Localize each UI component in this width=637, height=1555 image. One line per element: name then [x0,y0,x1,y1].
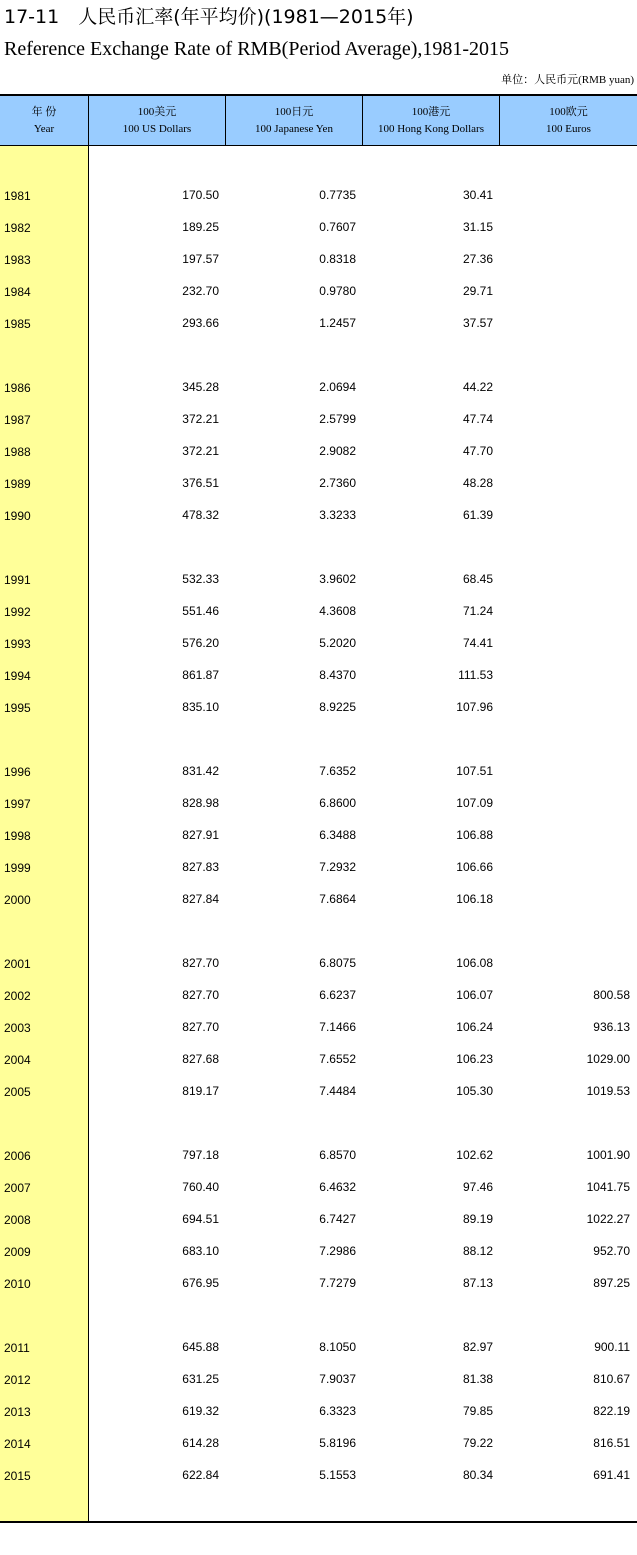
cell-usd: 827.70 [182,1020,219,1034]
cell-jpy: 2.5799 [319,412,356,426]
cell-eur: 952.70 [593,1244,630,1258]
cell-hkd: 106.66 [456,860,493,874]
cell-year: 1992 [4,605,31,619]
cell-usd: 170.50 [182,188,219,202]
table-row [0,275,637,307]
cell-jpy: 7.2986 [319,1244,356,1258]
cell-usd: 831.42 [182,764,219,778]
cell-hkd: 37.57 [462,316,493,330]
cell-hkd: 87.13 [462,1276,493,1290]
cell-year: 1990 [4,509,31,523]
header-jpy [226,96,363,145]
cell-year: 2011 [4,1341,30,1355]
table-row [0,1139,637,1171]
cell-usd: 551.46 [182,604,219,618]
cell-hkd: 106.18 [456,892,493,906]
cell-usd: 232.70 [182,284,219,298]
group-spacer [0,531,637,563]
table-row [0,659,637,691]
cell-year: 2010 [4,1277,31,1291]
cell-hkd: 47.74 [462,412,493,426]
table-row [0,851,637,883]
cell-usd: 372.21 [182,444,219,458]
header-year-cn: 年 份 [31,105,57,118]
cell-year: 1984 [4,285,31,299]
cell-usd: 645.88 [182,1340,219,1354]
cell-eur: 900.11 [594,1340,630,1354]
cell-eur: 691.41 [593,1468,630,1482]
cell-year: 1986 [4,381,31,395]
cell-hkd: 106.07 [456,988,493,1002]
cell-jpy: 7.6864 [319,892,356,906]
cell-hkd: 71.24 [462,604,493,618]
cell-hkd: 27.36 [462,252,493,266]
cell-usd: 827.68 [182,1052,219,1066]
group-spacer [0,915,637,947]
cell-usd: 694.51 [182,1212,219,1226]
table-row [0,1267,637,1299]
cell-hkd: 79.85 [462,1404,493,1418]
cell-eur: 897.25 [593,1276,630,1290]
cell-usd: 797.18 [182,1148,219,1162]
header-hkd-cn: 100港元 [411,105,451,118]
table-row [0,1363,637,1395]
table-row [0,371,637,403]
cell-hkd: 61.39 [462,508,493,522]
cell-jpy: 6.8075 [319,956,356,970]
cell-usd: 345.28 [182,380,219,394]
cell-year: 1997 [4,797,31,811]
table-row [0,467,637,499]
cell-jpy: 8.9225 [319,700,356,714]
table-row [0,755,637,787]
cell-hkd: 80.34 [462,1468,493,1482]
cell-year: 2013 [4,1405,31,1419]
cell-jpy: 6.8570 [319,1148,356,1162]
table-title-chinese: 17-11 人民币汇率(年平均价)(1981—2015年) [4,6,414,28]
cell-hkd: 48.28 [462,476,493,490]
cell-jpy: 5.1553 [319,1468,356,1482]
table-row [0,307,637,339]
cell-eur: 1022.27 [586,1212,630,1226]
table-row [0,1427,637,1459]
header-year-en: Year [33,122,55,135]
cell-eur: 1001.90 [586,1148,630,1162]
table-row [0,435,637,467]
table-row [0,1203,637,1235]
cell-jpy: 3.3233 [319,508,356,522]
cell-year: 1983 [4,253,31,267]
cell-usd: 827.83 [182,860,219,874]
header-jpy-cn: 100日元 [274,105,314,118]
group-spacer [0,723,637,755]
table-row [0,883,637,915]
cell-jpy: 6.8600 [319,796,356,810]
cell-jpy: 0.7735 [319,188,356,202]
cell-usd: 622.84 [182,1468,219,1482]
cell-hkd: 97.46 [462,1180,493,1194]
cell-jpy: 7.4484 [319,1084,356,1098]
cell-hkd: 102.62 [456,1148,493,1162]
cell-year: 2003 [4,1021,31,1035]
cell-usd: 614.28 [182,1436,219,1450]
cell-jpy: 8.4370 [319,668,356,682]
cell-usd: 861.87 [182,668,219,682]
cell-year: 1987 [4,413,31,427]
cell-jpy: 7.6352 [319,764,356,778]
cell-hkd: 107.51 [456,764,493,778]
cell-usd: 827.70 [182,956,219,970]
header-eur-en: 100 Euros [546,122,591,135]
table-row [0,1011,637,1043]
cell-hkd: 79.22 [462,1436,493,1450]
cell-year: 1985 [4,317,31,331]
cell-year: 1991 [4,573,31,587]
cell-eur: 936.13 [593,1020,630,1034]
table-row [0,1395,637,1427]
cell-usd: 197.57 [182,252,219,266]
cell-hkd: 29.71 [462,284,493,298]
header-hkd-en: 100 Hong Kong Dollars [377,122,485,135]
unit-label: 单位：人民币元(RMB yuan) [501,74,634,86]
group-spacer [0,1107,637,1139]
cell-eur: 816.51 [593,1436,630,1450]
table-header [0,96,637,145]
table-row [0,1331,637,1363]
table-row [0,1075,637,1107]
table-title-english: Reference Exchange Rate of RMB(Period Average),1981-2015 [4,38,510,60]
cell-jpy: 5.2020 [319,636,356,650]
table-row [0,563,637,595]
cell-jpy: 0.9780 [319,284,356,298]
cell-hkd: 89.19 [462,1212,493,1226]
table-row [0,947,637,979]
table-row [0,403,637,435]
table-row [0,595,637,627]
cell-usd: 576.20 [182,636,219,650]
cell-year: 1981 [4,189,31,203]
table-row [0,1459,637,1491]
table-row [0,627,637,659]
cell-jpy: 6.3323 [319,1404,356,1418]
cell-eur: 1029.00 [586,1052,630,1066]
header-year [0,96,89,145]
cell-usd: 676.95 [182,1276,219,1290]
cell-hkd: 107.09 [456,796,493,810]
cell-jpy: 8.1050 [319,1340,356,1354]
bottom-rule [0,1521,637,1523]
table-row [0,787,637,819]
cell-year: 1996 [4,765,31,779]
cell-jpy: 1.2457 [319,316,356,330]
cell-hkd: 106.88 [456,828,493,842]
cell-hkd: 107.96 [456,700,493,714]
header-eur-cn: 100欧元 [549,105,588,118]
cell-jpy: 2.9082 [319,444,356,458]
cell-year: 2007 [4,1181,31,1195]
cell-year: 2009 [4,1245,31,1259]
cell-jpy: 7.6552 [319,1052,356,1066]
header-usd [89,96,226,145]
cell-hkd: 82.97 [462,1340,493,1354]
cell-jpy: 6.7427 [319,1212,356,1226]
cell-eur: 822.19 [593,1404,630,1418]
cell-year: 2002 [4,989,31,1003]
header-jpy-en: 100 Japanese Yen [255,122,333,135]
header-usd-en: 100 US Dollars [122,122,192,135]
cell-hkd: 30.41 [462,188,493,202]
cell-hkd: 74.41 [462,636,493,650]
cell-year: 1999 [4,861,31,875]
cell-usd: 760.40 [182,1180,219,1194]
cell-year: 1998 [4,829,31,843]
cell-year: 2005 [4,1085,31,1099]
header-eur [500,96,637,145]
table-body [0,179,637,1491]
cell-year: 1982 [4,221,31,235]
cell-year: 2004 [4,1053,31,1067]
cell-usd: 827.84 [182,892,219,906]
cell-jpy: 7.2932 [319,860,356,874]
cell-eur: 800.58 [593,988,630,1002]
header-hkd [363,96,500,145]
table-row [0,179,637,211]
table-row [0,1043,637,1075]
cell-year: 1988 [4,445,31,459]
cell-eur: 1041.75 [586,1180,630,1194]
cell-usd: 828.98 [182,796,219,810]
cell-usd: 376.51 [182,476,219,490]
cell-year: 1993 [4,637,31,651]
cell-hkd: 88.12 [462,1244,493,1258]
cell-hkd: 44.22 [462,380,493,394]
cell-year: 2015 [4,1469,31,1483]
cell-usd: 683.10 [182,1244,219,1258]
cell-jpy: 6.3488 [319,828,356,842]
cell-hkd: 106.08 [456,956,493,970]
cell-hkd: 106.23 [456,1052,493,1066]
cell-hkd: 105.30 [456,1084,493,1098]
cell-jpy: 2.7360 [319,476,356,490]
group-spacer [0,1299,637,1331]
cell-usd: 827.70 [182,988,219,1002]
cell-jpy: 6.6237 [319,988,356,1002]
group-spacer [0,339,637,371]
cell-jpy: 3.9602 [319,572,356,586]
cell-jpy: 0.8318 [319,252,356,266]
cell-year: 2008 [4,1213,31,1227]
cell-hkd: 47.70 [462,444,493,458]
cell-usd: 619.32 [182,1404,219,1418]
table-row [0,691,637,723]
cell-usd: 827.91 [182,828,219,842]
table-row [0,1235,637,1267]
cell-usd: 478.32 [182,508,219,522]
cell-jpy: 7.1466 [319,1020,356,1034]
cell-hkd: 68.45 [462,572,493,586]
cell-usd: 819.17 [182,1084,219,1098]
table-row [0,211,637,243]
cell-jpy: 4.3608 [319,604,356,618]
cell-year: 1989 [4,477,31,491]
cell-eur: 810.67 [593,1372,630,1386]
cell-hkd: 81.38 [462,1372,493,1386]
cell-year: 2000 [4,893,31,907]
cell-year: 2014 [4,1437,31,1451]
cell-usd: 293.66 [182,316,219,330]
cell-jpy: 0.7607 [319,220,356,234]
cell-hkd: 31.15 [462,220,493,234]
cell-jpy: 7.7279 [319,1276,356,1290]
cell-hkd: 111.53 [458,668,493,682]
cell-year: 1994 [4,669,31,683]
cell-usd: 189.25 [182,220,219,234]
cell-hkd: 106.24 [456,1020,493,1034]
cell-year: 2012 [4,1373,31,1387]
cell-year: 1995 [4,701,31,715]
cell-usd: 532.33 [182,572,219,586]
table-row [0,499,637,531]
header-rule [0,145,637,146]
cell-usd: 835.10 [182,700,219,714]
table-row [0,979,637,1011]
cell-usd: 631.25 [182,1372,219,1386]
cell-year: 2001 [4,957,31,971]
cell-jpy: 5.8196 [319,1436,356,1450]
cell-jpy: 2.0694 [319,380,356,394]
cell-year: 2006 [4,1149,31,1163]
table-row [0,819,637,851]
cell-usd: 372.21 [182,412,219,426]
table-row [0,1171,637,1203]
header-usd-cn: 100美元 [137,105,177,118]
cell-eur: 1019.53 [586,1084,630,1098]
table-row [0,243,637,275]
cell-jpy: 6.4632 [319,1180,356,1194]
cell-jpy: 7.9037 [319,1372,356,1386]
